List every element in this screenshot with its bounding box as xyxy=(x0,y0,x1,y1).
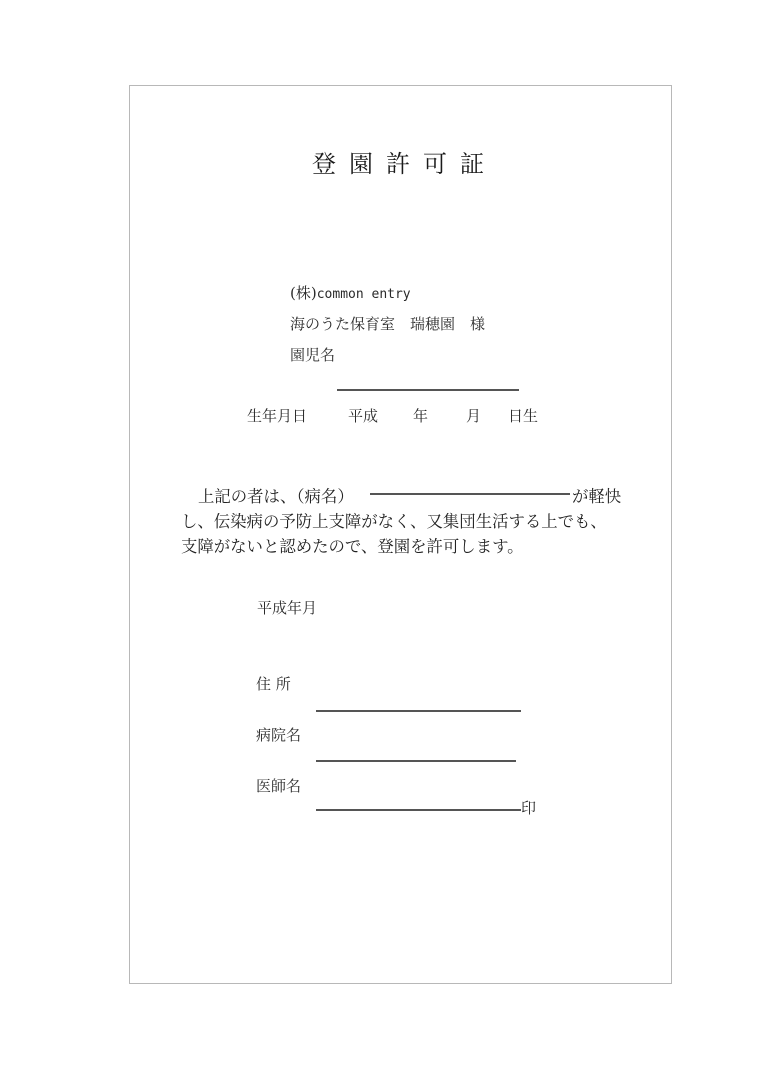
company-prefix: (株) xyxy=(290,284,317,302)
statement-line1-prefix: 上記の者は、（病名） xyxy=(198,487,354,506)
date-label: 平成年月 xyxy=(257,599,318,617)
statement-line3: 支障がないと認めたので、登園を許可します。 xyxy=(181,537,524,556)
birthdate-label: 生年月日 xyxy=(247,407,308,425)
address-label: 住 所 xyxy=(256,675,291,693)
hospital-field-line[interactable] xyxy=(316,760,516,762)
facility-name: 海のうた保育室 瑞穂園 様 xyxy=(290,315,486,333)
seal-mark: 印 xyxy=(521,799,537,817)
document-title: 登園許可証 xyxy=(312,150,497,178)
birthdate-era: 平成 xyxy=(348,407,379,425)
company-line xyxy=(290,282,411,303)
birthdate-year: 年 xyxy=(413,407,429,425)
child-name-label: 園児名 xyxy=(290,346,336,364)
doctor-field-line[interactable] xyxy=(316,809,521,811)
company-name: common entry xyxy=(316,287,411,302)
doctor-label: 医師名 xyxy=(256,777,302,795)
child-name-field-line[interactable] xyxy=(337,389,519,391)
hospital-label: 病院名 xyxy=(256,726,302,744)
address-field-line[interactable] xyxy=(316,710,521,712)
statement-line2: し、伝染病の予防上支障がなく、又集団生活する上でも、 xyxy=(181,512,607,531)
birthdate-day-suffix: 日生 xyxy=(508,407,539,425)
statement-line1-suffix: が軽快 xyxy=(572,487,622,506)
disease-name-field-line[interactable] xyxy=(370,493,570,495)
birthdate-month: 月 xyxy=(466,407,482,425)
